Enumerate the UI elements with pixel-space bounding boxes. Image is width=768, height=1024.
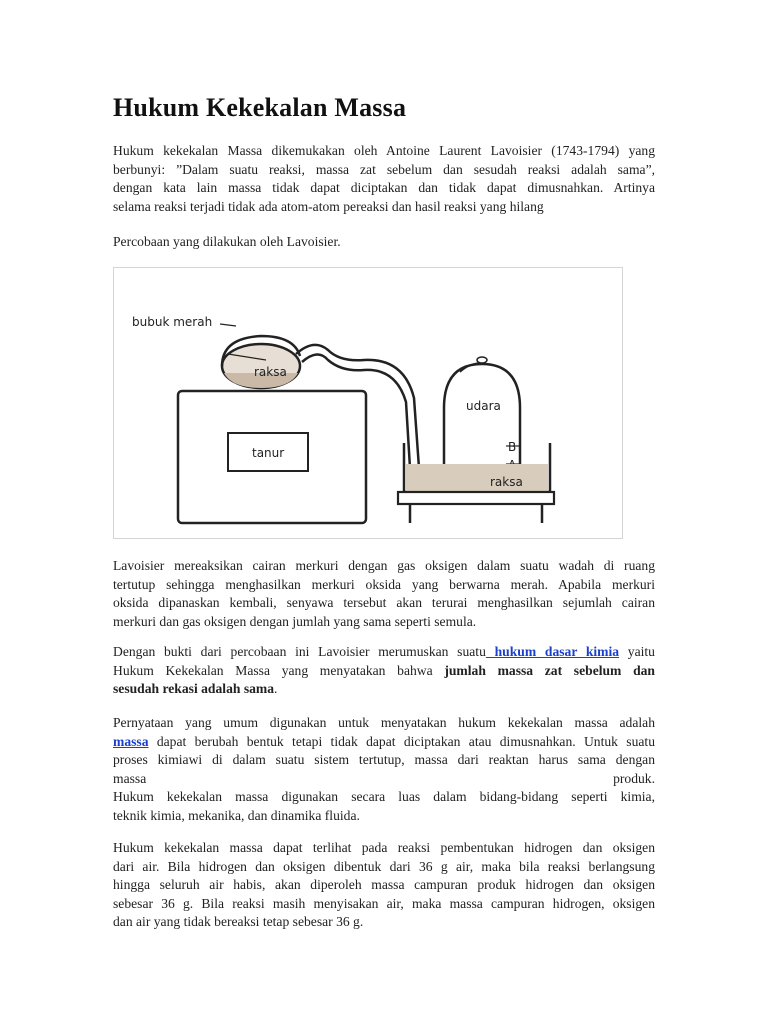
text-line: oksida dipanaskan kembali, senyawa tersebut akan terurai menghasilkan sejumlah cairan: [113, 595, 655, 610]
text-line: Hukum kekekalan Massa dikemukakan oleh Antoine Laurent Lavoisier (1743-1794) yang: [113, 143, 655, 158]
page-title: Hukum Kekekalan Massa: [113, 93, 407, 122]
example-paragraph: [113, 839, 655, 932]
red-powder-label: bubuk merah: [132, 315, 213, 329]
text-line: massa dapat berubah bentuk tetapi tidak dapat diciptakan atau dimusnahkan. Untuk suatu: [113, 733, 655, 749]
text-line: Hukum kekekalan massa digunakan secara luas dalam bidang-bidang seperti kimia,: [113, 789, 655, 804]
text-line: tertutup sehingga menghasilkan merkuri oksida yang berwarna merah. Apabila merkuri: [113, 576, 655, 592]
text-line: sesudah rekasi adalah sama.: [113, 681, 278, 696]
text-line: Dengan bukti dari percobaan ini Lavoisier merumuskan suatu hukum dasar kimia yaitu: [113, 644, 655, 659]
statement-paragraph: [113, 714, 655, 825]
level-b-label: B: [508, 440, 517, 454]
text-line: berbunyi: ”Dalam suatu reaksi, massa zat sebelum dan sesudah reaksi adalah sama”,: [113, 161, 655, 177]
air-label: udara: [466, 399, 501, 413]
text-line: Pernyataan yang umum digunakan untuk menyatakan hukum kekekalan massa adalah: [113, 715, 655, 730]
text-line: proses kimiawi di dalam suatu sistem tertutup, massa dari reaktan harus sama dengan: [113, 752, 655, 767]
intro-paragraph: [113, 142, 655, 216]
text-line: dan air yang tidak bereaksi tetap sebesar 36 g.: [113, 914, 364, 929]
text-line: sebesar 36 g. Bila reaksi masih menyisakan air, maka massa campuran hidrogen, oksigen: [113, 895, 655, 911]
text-line: massa produk.: [113, 770, 655, 786]
text-line: Hukum Kekekalan Massa yang menyatakan bahwa jumlah massa zat sebelum dan: [113, 662, 655, 678]
hukum-dasar-kimia-link[interactable]: hukum dasar kimia: [485, 644, 620, 659]
text-line: dari air. Bila hidrogen dan oksigen dibentuk dari 36 g air, maka bila reaksi berlangsung: [113, 858, 655, 874]
experiment-svg: [114, 268, 622, 538]
trough-mercury-label: raksa: [490, 475, 523, 489]
text-line: teknik kimia, mekanika, dan dinamika fluida.: [113, 807, 360, 823]
experiment-caption: Percobaan yang dilakukan oleh Lavoisier.: [113, 234, 341, 249]
furnace-label: tanur: [252, 446, 285, 460]
text-line: merkuri dan gas oksigen dengan jumlah yang sama seperti semula.: [113, 613, 477, 629]
law-paragraph: [113, 643, 655, 699]
text-line: dengan kata lain massa tidak dapat diciptakan dan tidak dapat dimusnahkan. Artinya: [113, 180, 655, 195]
flask-mercury-label: raksa: [254, 365, 287, 379]
text-line: hingga seluruh air habis, akan diperoleh massa campuran produk hidrogen dan oksigen: [113, 877, 655, 892]
text-line: Hukum kekekalan massa dapat terlihat pada reaksi pembentukan hidrogen dan oksigen: [113, 840, 655, 855]
massa-link[interactable]: massa: [113, 733, 149, 749]
explanation-paragraph: [113, 557, 655, 631]
stand-top: [398, 492, 554, 504]
lavoisier-experiment-diagram: [113, 267, 623, 539]
text-line: Lavoisier mereaksikan cairan merkuri dengan gas oksigen dalam suatu wadah di ruang: [113, 558, 655, 573]
text-line: selama reaksi terjadi tidak ada atom-atom pereaksi dan hasil reaksi yang hilang: [113, 198, 544, 214]
